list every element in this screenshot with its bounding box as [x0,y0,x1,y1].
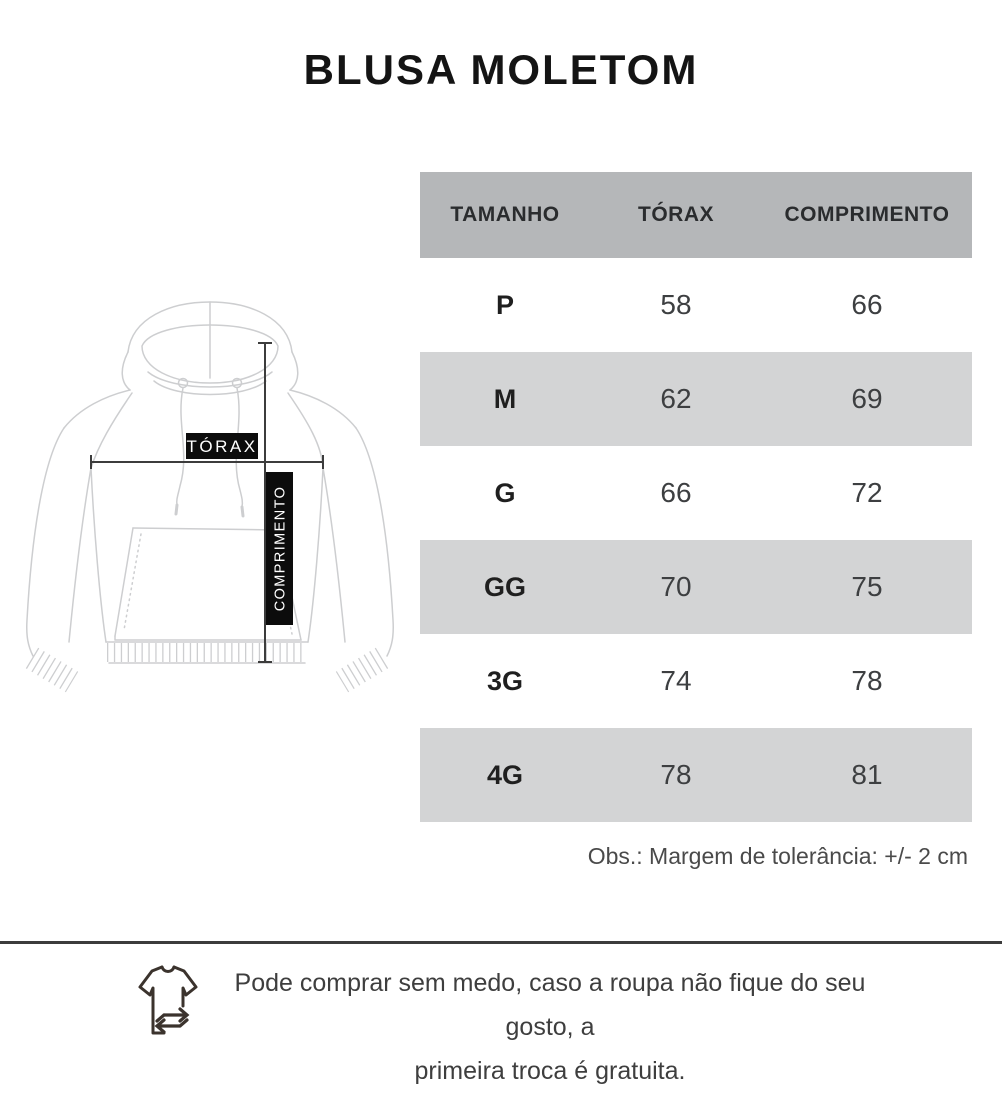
size-table [420,172,972,822]
comprimento-cell: 72 [851,477,883,508]
table-row [420,258,972,352]
footer-divider [0,941,1002,944]
table-row [420,728,972,822]
size-table-header [420,172,972,258]
length-label-text: COMPRIMENTO [272,485,289,612]
size-cell: M [493,383,517,414]
torax-cell: 62 [660,383,692,414]
table-row [420,540,972,634]
torax-cell: 78 [660,759,692,790]
page-title: BLUSA MOLETOM [303,46,699,93]
table-row [420,446,972,540]
torax-cell: 58 [660,289,692,320]
table-row [420,634,972,728]
guarantee-note [200,961,900,1093]
header-tamanho: TAMANHO [450,203,560,226]
guarantee-line-1: Pode comprar sem medo, caso a roupa não fique do seu gosto, a [234,969,866,1041]
header-comprimento: COMPRIMENTO [784,203,950,226]
guarantee-line-2: primeira troca é gratuita. [414,1057,686,1085]
hoodie-line-art [27,302,394,682]
comprimento-cell: 66 [851,289,883,320]
size-cell: 4G [486,759,524,790]
size-cell: G [494,477,516,508]
size-cell: 3G [486,665,524,696]
size-cell: P [495,289,514,320]
comprimento-cell: 75 [851,571,883,602]
comprimento-cell: 69 [851,383,883,414]
comprimento-cell: 81 [851,759,883,790]
torax-cell: 66 [660,477,692,508]
torax-cell: 74 [660,665,692,696]
hoodie-diagram [20,290,420,710]
comprimento-cell: 78 [851,665,883,696]
header-torax: TÓRAX [638,203,714,226]
size-table-body [420,258,972,822]
hoodie-sketch-svg [20,290,420,710]
torax-cell: 70 [660,571,692,602]
table-row [420,352,972,446]
shirt-exchange-icon [126,960,202,1040]
size-cell: GG [483,571,526,602]
chest-label-text: TÓRAX [186,437,258,456]
length-label [266,472,293,625]
tolerance-note: Obs.: Margem de tolerância: +/- 2 cm [587,843,968,869]
chest-label [186,433,258,459]
